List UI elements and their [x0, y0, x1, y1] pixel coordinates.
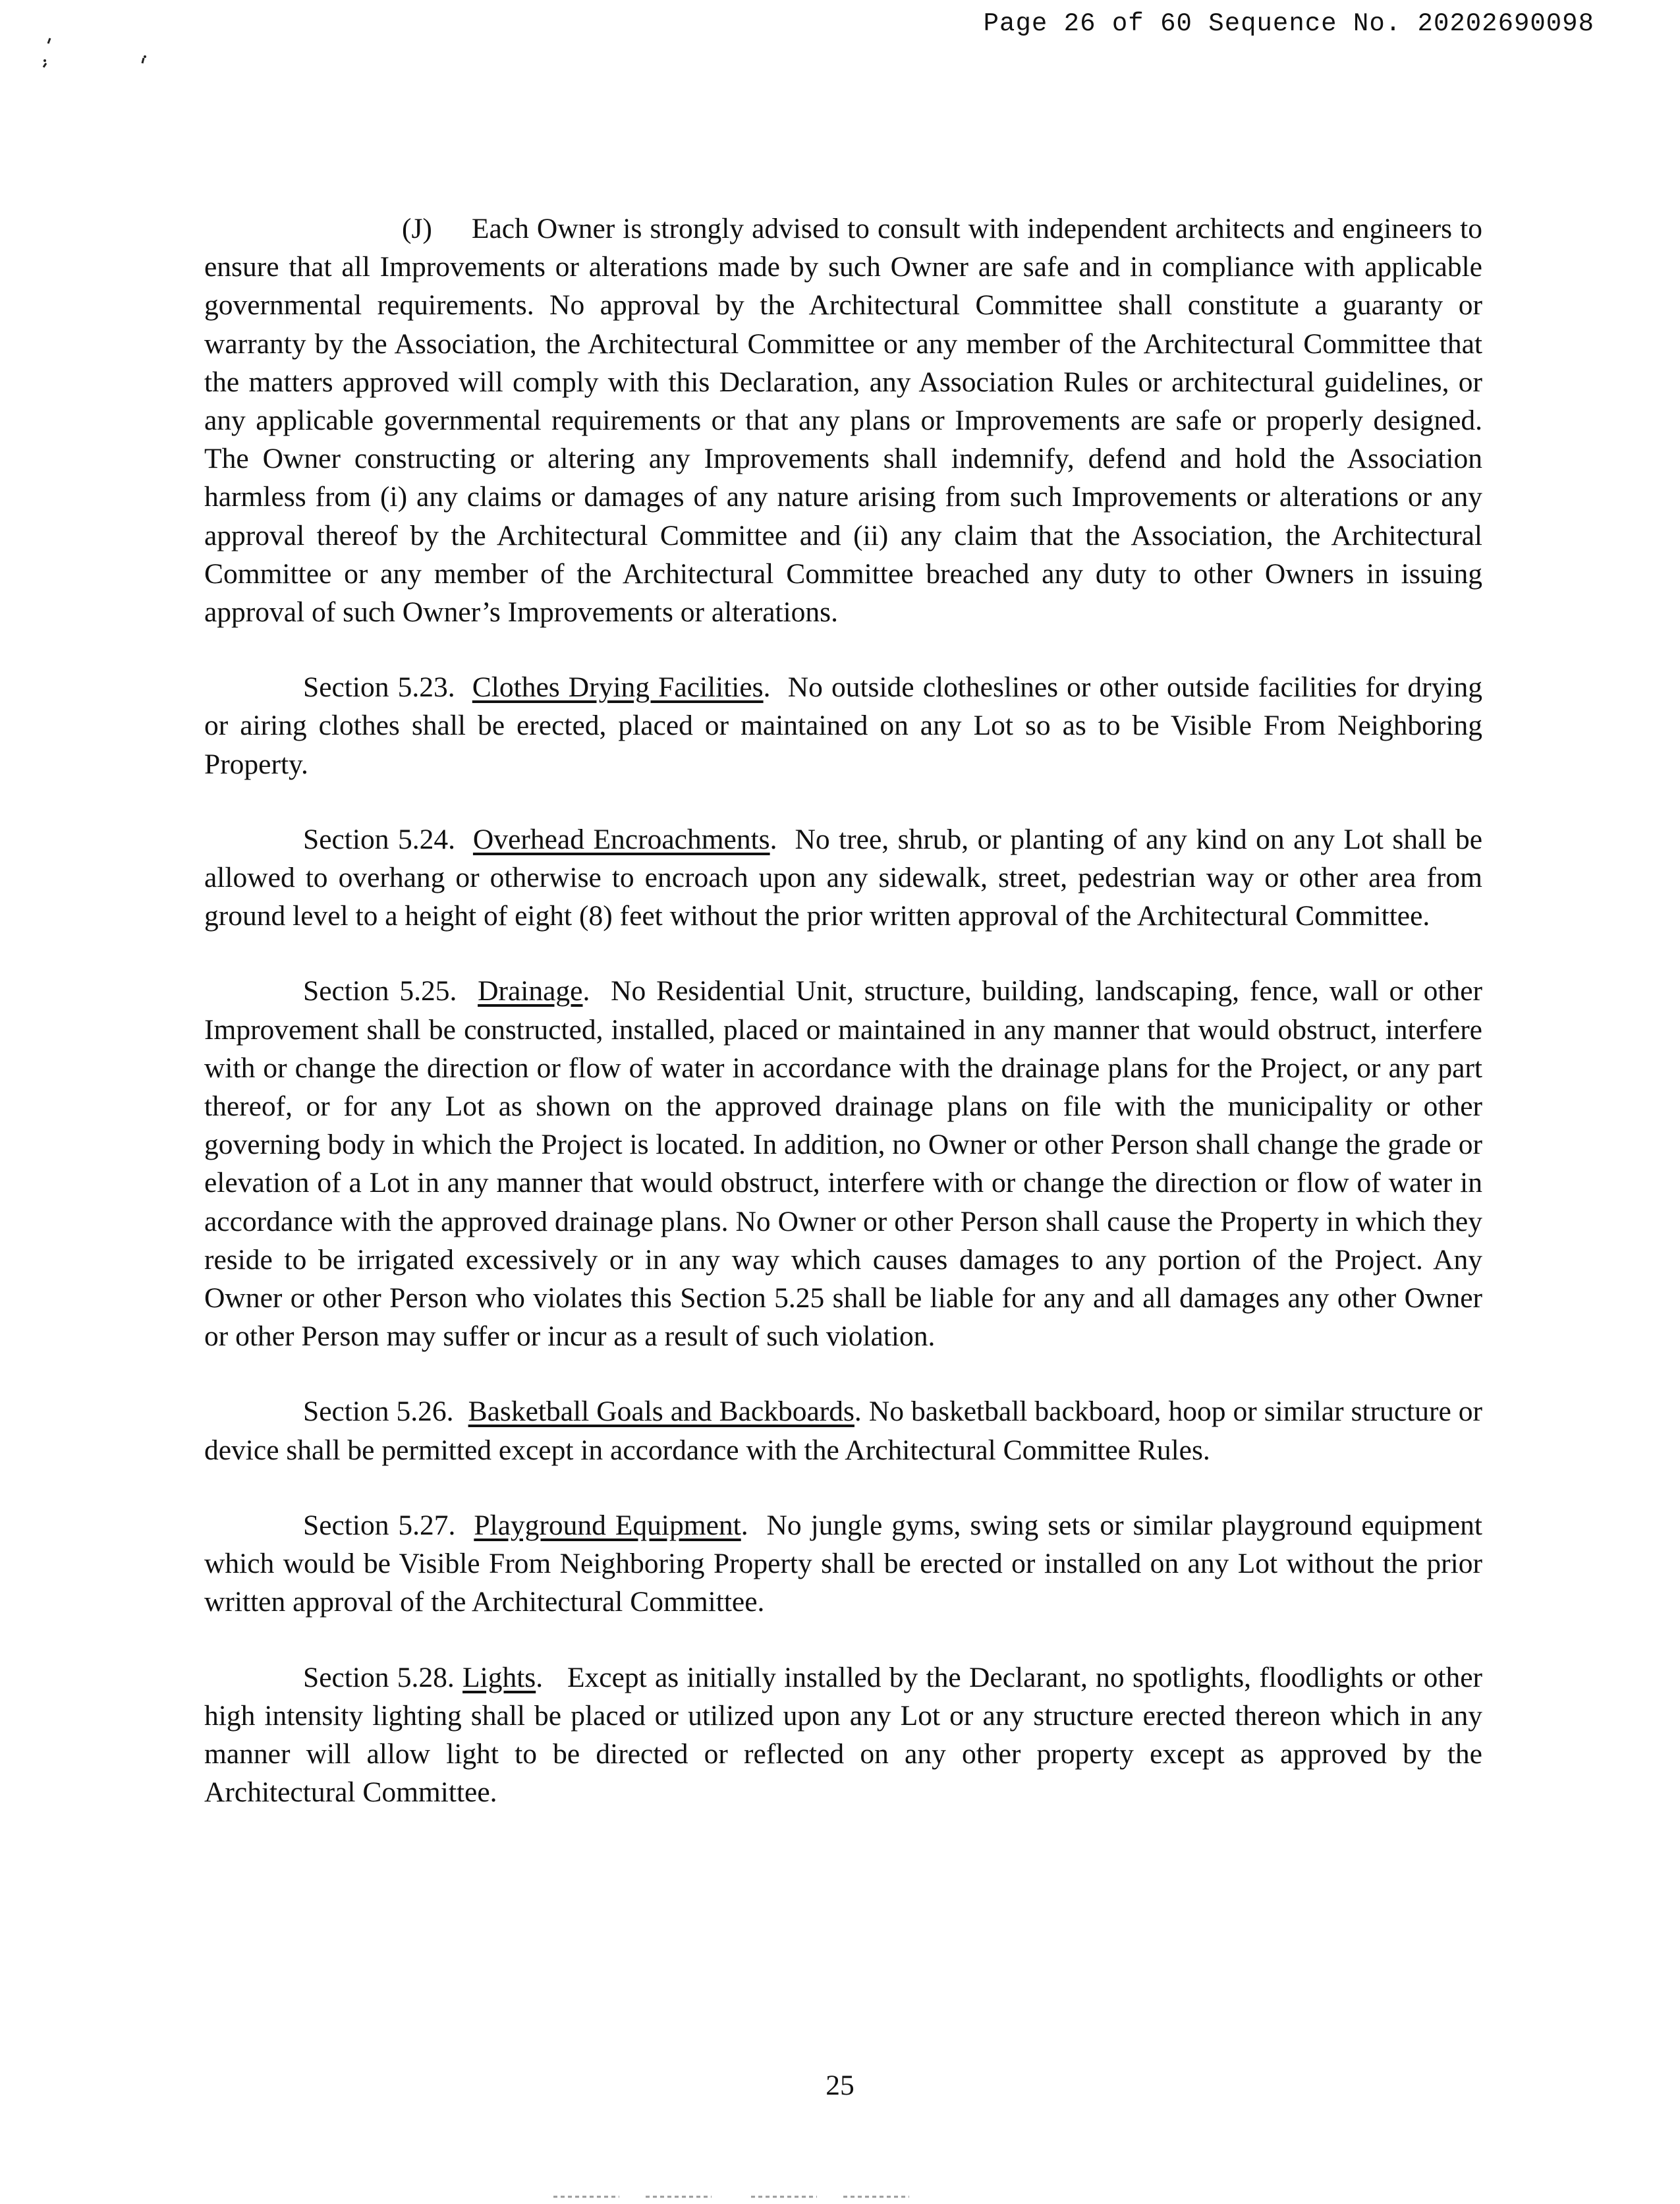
section-text: No outside clotheslines or other outside facilities for drying or airing clothes shall be erected, placed or maintained on any Lot so as to be Visible From Neighboring Property. [204, 671, 1482, 780]
document-body [204, 210, 1482, 1811]
section-5-24: Section 5.24. Overhead Encroachments. No tree, shrub, or planting of any kind on any Lot shall be allowed to overhang or otherwise to encroach upon any sidewalk, street, pedestrian way or other area from ground level to a height of eight (8) feet without the prior written approval of the Architectural Committee. [204, 823, 1483, 932]
section-text: No jungle gyms, swing sets or similar playground equipment which would be Visible From Neighboring Property shall be erected or installed on any Lot without the prior written approval of the Architectural Committee. [204, 1509, 1483, 1618]
scan-specks [40, 26, 171, 79]
paragraph-j-text: Each Owner is strongly advised to consult with independent architects and engineers to ensure that all Improvements or alterations made by such Owner are safe and in compliance with applicable governmental requirements. No approval by the Architectural Committee shall constitute a guaranty or warranty by the Association, the Architectural Committee or any member of the Architectural Committee that the matters approved will comply with this Declaration, any Association Rules or architectural guidelines, or any applicable governmental requirements or that any plans or Improvements are safe or properly designed. The Owner constructing or altering any Improvements shall indemnify, defend and hold the Association harmless from (i) any claims or damages of any nature arising from such Improvements or alterations or any approval thereof by the Architectural Committee and (ii) any claim that the Association, the Architectural Committee or any member of the Architectural Committee breached any duty to other Owners in issuing approval of such Owner’s Improvements or alterations. [204, 213, 1482, 629]
section-5-28: Section 5.28. Lights. Except as initially installed by the Declarant, no spotlights, floodlights or other high intensity lighting shall be placed or utilized upon any Lot or any structure erected thereon which in any manner will allow light to be directed or reflected on any other property except as approved by the Architectural Committee. [204, 1661, 1483, 1809]
section-text: No Residential Unit, structure, building, landscaping, fence, wall or other Improvement shall be constructed, installed, placed or maintained in any manner that would obstruct, interfere with or change the direction or flow of water in accordance with the drainage plans for the Project, or any part thereof, or for any Lot as shown on the approved drainage plans on file with the municipality or other governing body in which the Project is located. In addition, no Owner or other Person shall change the grade or elevation of a Lot in any manner that would obstruct, interfere with or change the direction or flow of water in accordance with the approved drainage plans. No Owner or other Person shall cause the Property in which they reside to be irrigated excessively or in any way which causes damages to any portion of the Project. Any Owner or other Person who violates this Section 5.25 shall be liable for any and all damages any other Owner or other Person may suffer or incur as a result of such violation. [204, 975, 1483, 1353]
section-5-26: Section 5.26. Basketball Goals and Backboards. No basketball backboard, hoop or similar structure or device shall be permitted except in accordance with the Architectural Committee Rules. [204, 1396, 1483, 1466]
paragraph-j-label: (J) [402, 213, 432, 244]
page-number: 25 [826, 2070, 854, 2101]
section-text: Except as initially installed by the Declarant, no spotlights, floodlights or other high intensity lighting shall be placed or utilized upon any Lot or any structure erected thereon which in any manner will allow light to be directed or reflected on any other property except as approved by the Architectural Committee. [204, 1661, 1483, 1809]
section-number: Section 5.26. [303, 1396, 454, 1428]
section-title: Overhead Encroachments [472, 823, 770, 855]
section-5-23: Section 5.23. Clothes Drying Facilities. No outside clotheslines or other outside facilities for drying or airing clothes shall be erected, placed or maintained on any Lot so as to be Visible From Neighboring Property. [204, 671, 1482, 780]
section-number: Section 5.23. [303, 671, 455, 704]
section-number: Section 5.25. [303, 975, 457, 1007]
section-text: No tree, shrub, or planting of any kind on any Lot shall be allowed to overhang or otherwise to encroach upon any sidewalk, street, pedestrian way or other area from ground level to a height of eight (8) feet without the prior written approval of the Architectural Committee. [204, 823, 1483, 932]
section-title: Clothes Drying Facilities [472, 671, 764, 704]
paragraph-j [204, 210, 1482, 631]
section-5-27: Section 5.27. Playground Equipment. No jungle gyms, swing sets or similar playground equipment which would be Visible From Neighboring Property shall be erected or installed on any Lot without the prior written approval of the Architectural Committee. [204, 1509, 1483, 1618]
scan-edge-artifact [540, 2193, 936, 2199]
section-title: Drainage [478, 975, 583, 1007]
section-title: Lights [462, 1661, 536, 1693]
section-title: Playground Equipment [474, 1509, 741, 1541]
section-title: Basketball Goals and Backboards [468, 1396, 854, 1428]
section-number: Section 5.24. [303, 823, 455, 855]
section-text: No basketball backboard, hoop or similar structure or device shall be permitted except in accordance with the Architectural Committee Rules. [204, 1396, 1483, 1466]
section-number: Section 5.28. [303, 1661, 455, 1693]
page-sequence-header: Page 26 of 60 Sequence No. 20202690098 [983, 9, 1594, 38]
section-5-25: Section 5.25. Drainage. No Residential Unit, structure, building, landscaping, fence, wall or other Improvement shall be constructed, installed, placed or maintained in any manner that would obstruct, interfere with or change the direction or flow of water in accordance with the drainage plans for the Project, or any part thereof, or for any Lot as shown on the approved drainage plans on file with the municipality or other governing body in which the Project is located. In addition, no Owner or other Person shall change the grade or elevation of a Lot in any manner that would obstruct, interfere with or change the direction or flow of water in accordance with the approved drainage plans. No Owner or other Person shall cause the Property in which they reside to be irrigated excessively or in any way which causes damages to any portion of the Project. Any Owner or other Person who violates this Section 5.25 shall be liable for any and all damages any other Owner or other Person may suffer or incur as a result of such violation. [204, 975, 1483, 1353]
section-number: Section 5.27. [303, 1509, 456, 1541]
